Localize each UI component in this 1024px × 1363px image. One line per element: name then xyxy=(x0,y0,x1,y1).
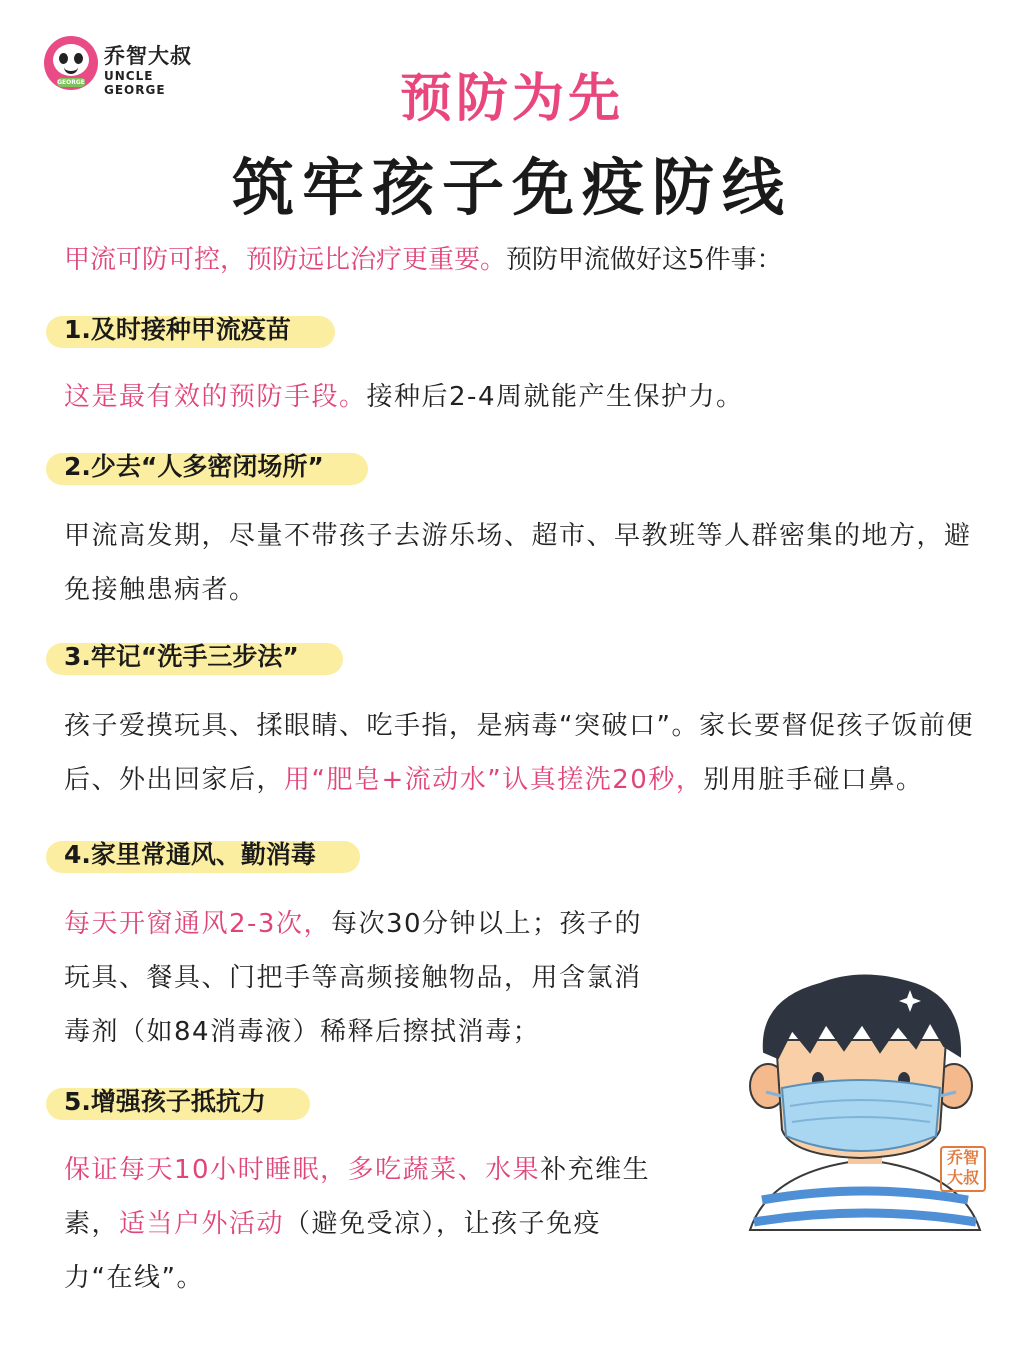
section-heading-3: 3.牢记“洗手三步法” xyxy=(60,637,343,677)
logo-chinese-name: 乔智大叔 xyxy=(104,44,192,68)
section-text-3 xyxy=(64,699,984,807)
section-text-4 xyxy=(64,897,664,1059)
section-heading-2: 2.少去“人多密闭场所” xyxy=(60,447,368,487)
section-1-highlight: 这是最有效的预防手段。 xyxy=(64,382,367,412)
section-5-highlight-1: 保证每天10小时睡眠，多吃蔬菜、水果 xyxy=(64,1155,541,1185)
section-3-text-after: 别用脏手碰口鼻。 xyxy=(703,765,924,795)
intro-text xyxy=(64,240,783,280)
logo-tag: GEORGE xyxy=(57,79,85,86)
masked-boy-illustration xyxy=(730,960,1000,1240)
title-line-2: 筑牢孩子免疫防线 xyxy=(231,151,792,224)
section-heading-4: 4.家里常通风、勤消毒 xyxy=(60,835,360,875)
section-4-text: 每次30分钟以上；孩子的玩具、餐具、门把手等高频接触物品，用含氯消毒剂（如84消毒液）稀释后擦拭消毒； xyxy=(64,909,643,1047)
section-5-text-2: （避免受凉），让孩子免疫力“在线”。 xyxy=(64,1209,602,1293)
section-heading-5: 5.增强孩子抵抗力 xyxy=(60,1082,310,1122)
section-5-text-1: 补充维生素， xyxy=(64,1155,651,1239)
section-text-1 xyxy=(64,370,964,424)
section-3-text-before: 孩子爱摸玩具、揉眼睛、吃手指，是病毒“突破口”。家长要督促孩子饭前便后、外出回家后， xyxy=(64,711,974,795)
section-4-highlight: 每天开窗通风2-3次， xyxy=(64,909,331,939)
logo-english-name: UNCLE GEORGE xyxy=(104,69,166,97)
section-3-highlight: 用“肥皂+流动水”认真搓洗20秒， xyxy=(284,765,704,795)
section-1-text: 接种后2-4周就能产生保护力。 xyxy=(366,382,744,412)
intro-rest: 预防甲流做好这5件事： xyxy=(506,245,783,275)
section-heading-1: 1.及时接种甲流疫苗 xyxy=(60,310,335,350)
section-text-5 xyxy=(64,1143,664,1305)
section-5-highlight-2: 适当户外活动 xyxy=(119,1209,285,1239)
brand-seal-stamp: 乔智 大叔 xyxy=(940,1146,986,1192)
section-text-2: 甲流高发期，尽量不带孩子去游乐场、超市、早教班等人群密集的地方，避免接触患病者。 xyxy=(64,521,972,605)
intro-highlight: 甲流可防可控，预防远比治疗更重要。 xyxy=(64,245,507,275)
title-line-1: 预防为先 xyxy=(399,69,624,129)
